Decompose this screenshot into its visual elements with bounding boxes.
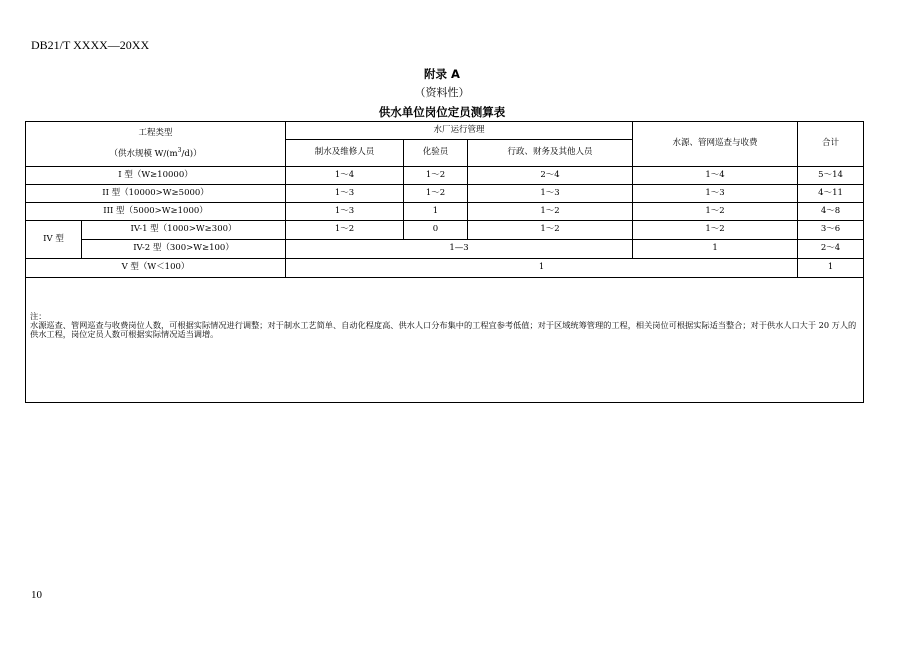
- cell-source: 1: [633, 240, 798, 259]
- cell-admin: 1～2: [468, 221, 633, 240]
- appendix-title: 附录 A: [424, 67, 460, 81]
- table-row: [26, 240, 864, 259]
- cell-type: IV-1 型（1000>W≥300）: [82, 221, 286, 240]
- table-notes: [26, 278, 864, 403]
- table-title: 供水单位岗位定员测算表: [378, 105, 506, 119]
- cell-plant-combined: 1—3: [286, 240, 633, 259]
- header-project-type: [26, 122, 286, 167]
- cell-admin: 1～2: [468, 203, 633, 221]
- cell-type: III 型（5000>W≥1000）: [26, 203, 286, 221]
- staffing-table: [25, 121, 864, 403]
- cell-type: I 型（W≥10000）: [26, 167, 286, 185]
- cell-source: 1～3: [633, 185, 798, 203]
- cell-lab: 0: [404, 221, 468, 240]
- cell-total: 2～4: [798, 240, 864, 259]
- header-project-type-line2: （供水规模 $W/(m^3/d)$）: [109, 147, 202, 159]
- cell-admin: 1～3: [468, 185, 633, 203]
- cell-combined: 1: [286, 259, 798, 278]
- header-plant-management: 水厂运行管理: [286, 122, 633, 140]
- cell-production: 1～3: [286, 185, 404, 203]
- cell-production: 1～2: [286, 221, 404, 240]
- appendix-nature: （资料性）: [414, 86, 470, 99]
- cell-lab: 1: [404, 203, 468, 221]
- table-row: [26, 221, 864, 240]
- header-source-inspection: 水源、管网巡查与收费: [633, 122, 798, 167]
- note-text: 水源巡查、管网巡查与收费岗位人数，可根据实际情况进行调整；对于制水工艺简单、自动化程度高、供水人口分布集中的工程宜参考低值；对于区域统筹管理的工程，相关岗位可根据实际适当整合；对于供水人口大于 20 万人的供水工程，岗位定员人数可根据实际情况适当调增。: [30, 320, 857, 340]
- header-project-type-line1: 工程类型: [138, 127, 173, 138]
- cell-total: 4～11: [798, 185, 864, 203]
- cell-type: IV-2 型（300>W≥100）: [82, 240, 286, 259]
- header-total: 合计: [798, 122, 864, 167]
- note-label: 注：: [30, 311, 47, 321]
- header-admin: 行政、财务及其他人员: [468, 140, 633, 167]
- header-lab: 化验员: [404, 140, 468, 167]
- table-row: [26, 203, 864, 221]
- cell-source: 1～2: [633, 221, 798, 240]
- table-row: [26, 185, 864, 203]
- cell-total: 4～8: [798, 203, 864, 221]
- cell-admin: 2～4: [468, 167, 633, 185]
- table-row: [26, 259, 864, 278]
- document-code: DB21/T XXXX—20XX: [31, 38, 150, 52]
- header-production: 制水及维修人员: [286, 140, 404, 167]
- cell-total: 3～6: [798, 221, 864, 240]
- cell-type: II 型（10000>W≥5000）: [26, 185, 286, 203]
- cell-source: 1～2: [633, 203, 798, 221]
- cell-source: 1～4: [633, 167, 798, 185]
- cell-lab: 1～2: [404, 167, 468, 185]
- cell-lab: 1～2: [404, 185, 468, 203]
- cell-total: 1: [798, 259, 864, 278]
- cell-total: 5～14: [798, 167, 864, 185]
- cell-type: V 型（W＜100）: [26, 259, 286, 278]
- cell-type4-group: IV 型: [26, 221, 82, 259]
- page-number: 10: [31, 589, 42, 601]
- table-row: [26, 167, 864, 185]
- cell-production: 1～4: [286, 167, 404, 185]
- cell-production: 1～3: [286, 203, 404, 221]
